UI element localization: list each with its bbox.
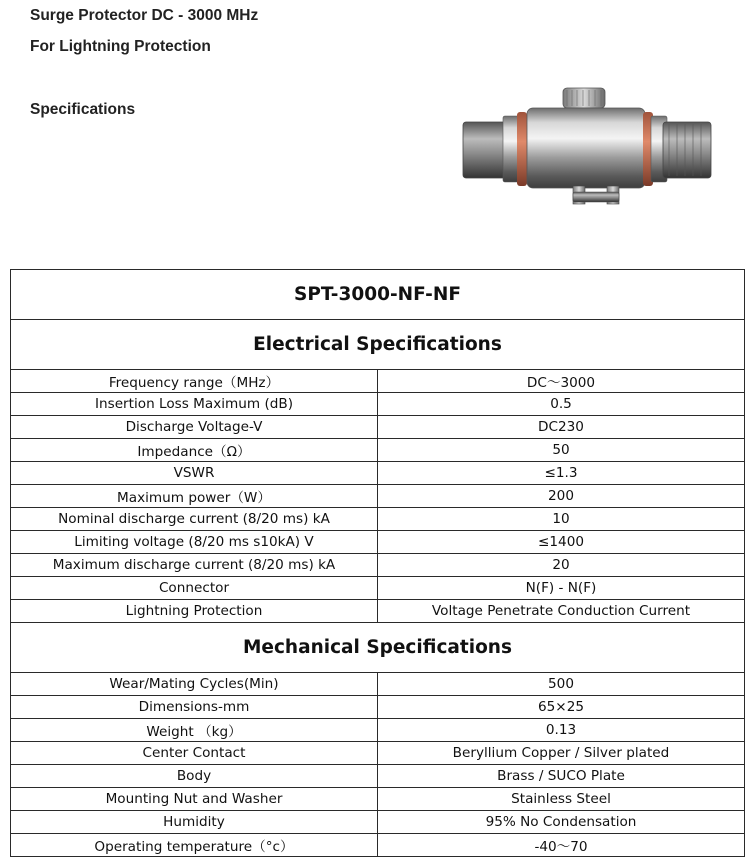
spec-value: 10 (378, 508, 745, 531)
spec-value: ≤1.3 (378, 462, 745, 485)
spec-value: 0.5 (378, 393, 745, 416)
mechanical-section-title: Mechanical Specifications (11, 623, 745, 673)
table-row (11, 742, 745, 765)
spec-value: 95% No Condensation (378, 811, 745, 834)
spec-label: Lightning Protection (11, 600, 378, 623)
table-row (11, 393, 745, 416)
table-row (11, 719, 745, 742)
table-row (11, 531, 745, 554)
spec-value: 65×25 (378, 696, 745, 719)
model-name: SPT-3000-NF-NF (11, 270, 745, 320)
table-row (11, 696, 745, 719)
page-title: Surge Protector DC - 3000 MHz (30, 7, 259, 24)
table-row (11, 416, 745, 439)
electrical-section-title: Electrical Specifications (11, 320, 745, 370)
spec-label: Frequency range（MHz） (11, 370, 378, 393)
spec-label: Body (11, 765, 378, 788)
table-row (11, 370, 745, 393)
table-row (11, 577, 745, 600)
spec-value: Stainless Steel (378, 788, 745, 811)
specifications-heading: Specifications (30, 101, 136, 118)
electrical-section-row (11, 320, 745, 370)
spec-label: Weight （kg） (11, 719, 378, 742)
spec-value: -40～70 (378, 834, 745, 857)
table-row (11, 765, 745, 788)
spec-label: Insertion Loss Maximum (dB) (11, 393, 378, 416)
model-row (11, 270, 745, 320)
table-row (11, 811, 745, 834)
table-row (11, 673, 745, 696)
spec-label: Impedance（Ω） (11, 439, 378, 462)
spec-value: N(F) - N(F) (378, 577, 745, 600)
table-row (11, 462, 745, 485)
table-row (11, 834, 745, 857)
spec-value: 500 (378, 673, 745, 696)
spec-label: Operating temperature（°c） (11, 834, 378, 857)
spec-label: VSWR (11, 462, 378, 485)
spec-label: Nominal discharge current (8/20 ms) kA (11, 508, 378, 531)
spec-value: ≤1400 (378, 531, 745, 554)
surge-protector-photo (455, 82, 717, 212)
spec-label: Humidity (11, 811, 378, 834)
spec-value: 20 (378, 554, 745, 577)
table-row (11, 439, 745, 462)
spec-value: Beryllium Copper / Silver plated (378, 742, 745, 765)
spec-value: 0.13 (378, 719, 745, 742)
spec-value: 50 (378, 439, 745, 462)
table-row (11, 554, 745, 577)
spec-label: Limiting voltage (8/20 ms s10kA) V (11, 531, 378, 554)
spec-value: 200 (378, 485, 745, 508)
table-row (11, 508, 745, 531)
spec-value: Voltage Penetrate Conduction Current (378, 600, 745, 623)
spec-value: DC230 (378, 416, 745, 439)
spec-label: Connector (11, 577, 378, 600)
spec-label: Wear/Mating Cycles(Min) (11, 673, 378, 696)
table-row (11, 600, 745, 623)
spec-label: Center Contact (11, 742, 378, 765)
spec-value: Brass / SUCO Plate (378, 765, 745, 788)
page-subtitle: For Lightning Protection (30, 38, 211, 55)
table-row (11, 485, 745, 508)
spec-label: Dimensions-mm (11, 696, 378, 719)
mechanical-section-row (11, 623, 745, 673)
table-row (11, 788, 745, 811)
specifications-table (10, 269, 745, 857)
spec-label: Mounting Nut and Washer (11, 788, 378, 811)
spec-value: DC～3000 (378, 370, 745, 393)
spec-label: Discharge Voltage-V (11, 416, 378, 439)
spec-label: Maximum power（W） (11, 485, 378, 508)
spec-label: Maximum discharge current (8/20 ms) kA (11, 554, 378, 577)
